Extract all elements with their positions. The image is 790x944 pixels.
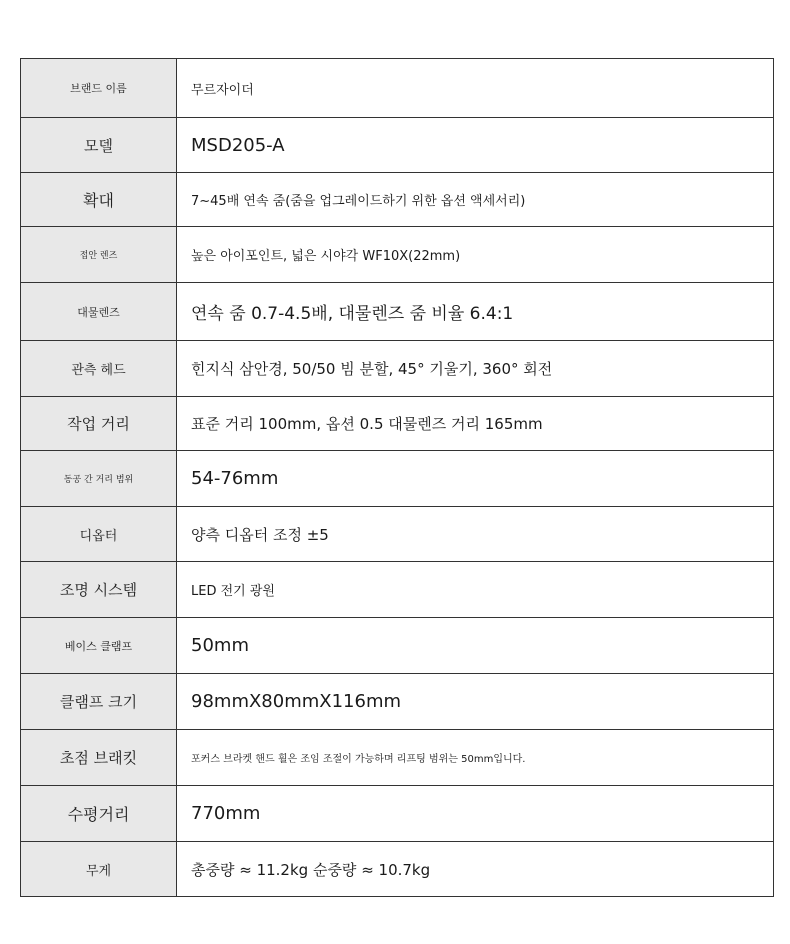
- spec-label: 조명 시스템: [21, 562, 177, 618]
- spec-value: 높은 아이포인트, 넓은 시야각 WF10X(22mm): [177, 227, 774, 283]
- spec-value: 연속 줌 0.7-4.5배, 대물렌즈 줌 비율 6.4:1: [177, 283, 774, 341]
- spec-label: 동공 간 거리 범위: [21, 451, 177, 507]
- spec-value: 54-76mm: [177, 451, 774, 507]
- spec-value: LED 전기 광원: [177, 562, 774, 618]
- spec-label: 모델: [21, 118, 177, 173]
- spec-label: 수평거리: [21, 786, 177, 842]
- spec-row-weight: [21, 842, 774, 897]
- spec-value: 표준 거리 100mm, 옵션 0.5 대물렌즈 거리 165mm: [177, 397, 774, 451]
- spec-row-eyepiece: [21, 227, 774, 283]
- spec-label: 브랜드 이름: [21, 59, 177, 118]
- spec-value: 7~45배 연속 줌(줌을 업그레이드하기 위한 옵션 액세서리): [177, 173, 774, 227]
- spec-label: 디옵터: [21, 507, 177, 562]
- spec-row-clamp-size: [21, 674, 774, 730]
- spec-row-base-clamp: [21, 618, 774, 674]
- spec-value: 힌지식 삼안경, 50/50 빔 분할, 45° 기울기, 360° 회전: [177, 341, 774, 397]
- spec-row-brand: [21, 59, 774, 118]
- spec-label: 대물렌즈: [21, 283, 177, 341]
- spec-label: 확대: [21, 173, 177, 227]
- spec-label: 초점 브래킷: [21, 730, 177, 786]
- spec-row-lighting: [21, 562, 774, 618]
- spec-value: 총중량 ≈ 11.2kg 순중량 ≈ 10.7kg: [177, 842, 774, 897]
- spec-row-head: [21, 341, 774, 397]
- spec-value: 98mmX80mmX116mm: [177, 674, 774, 730]
- spec-row-focus-bracket: [21, 730, 774, 786]
- spec-row-objective: [21, 283, 774, 341]
- spec-row-pupil-distance: [21, 451, 774, 507]
- spec-label: 관측 헤드: [21, 341, 177, 397]
- spec-row-diopter: [21, 507, 774, 562]
- spec-value: 포커스 브라켓 핸드 휠은 조임 조절이 가능하며 리프팅 범위는 50mm입니다.: [177, 730, 774, 786]
- spec-value: 770mm: [177, 786, 774, 842]
- spec-value: MSD205-A: [177, 118, 774, 173]
- spec-value: 50mm: [177, 618, 774, 674]
- spec-label: 베이스 클램프: [21, 618, 177, 674]
- spec-value: 양측 디옵터 조정 ±5: [177, 507, 774, 562]
- spec-table: [20, 58, 774, 897]
- spec-row-magnification: [21, 173, 774, 227]
- spec-value: 무르자이더: [177, 59, 774, 118]
- spec-label: 작업 거리: [21, 397, 177, 451]
- spec-label: 접안 렌즈: [21, 227, 177, 283]
- spec-label: 클램프 크기: [21, 674, 177, 730]
- spec-label: 무게: [21, 842, 177, 897]
- spec-row-model: [21, 118, 774, 173]
- spec-row-working-distance: [21, 397, 774, 451]
- spec-row-horizontal-distance: [21, 786, 774, 842]
